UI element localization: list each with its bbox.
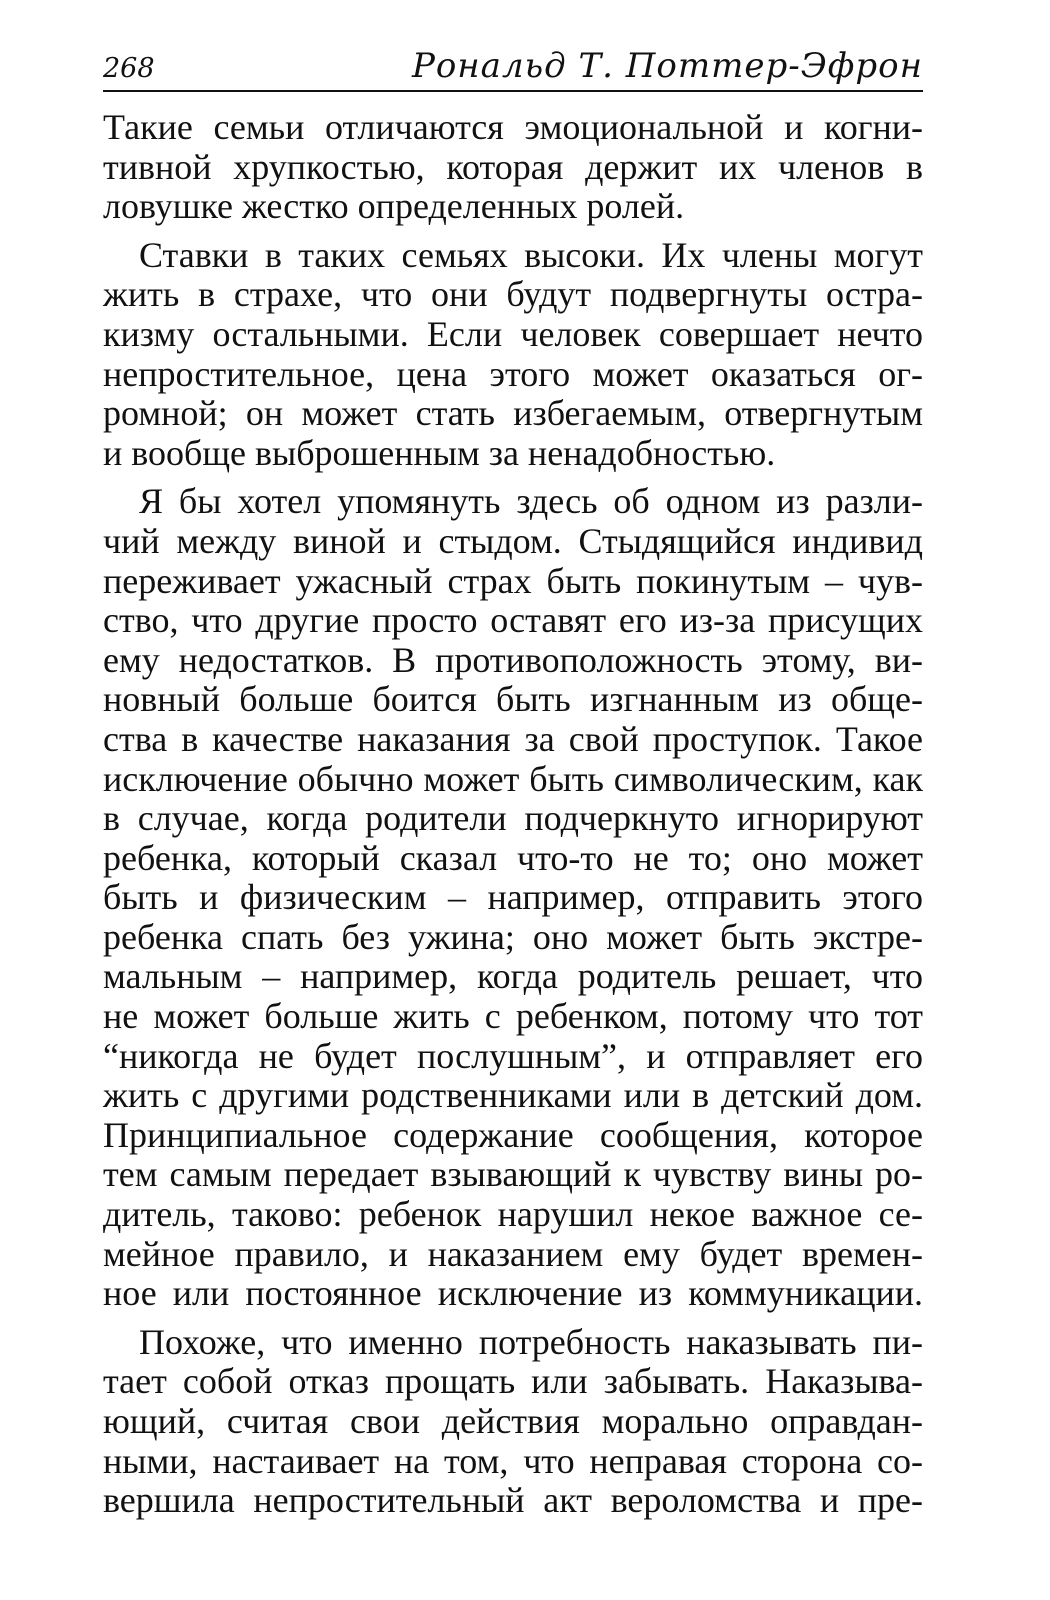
text-line: непростительное, цена этого может оказаться ог-	[103, 353, 923, 394]
running-title: Рональд Т. Поттер-Эфрон	[411, 46, 923, 86]
text-line: ему недостатков. В противоположность этому, ви-	[103, 639, 923, 680]
text-line: в случае, когда родители подчеркнуто игнорируют	[103, 798, 923, 839]
paragraph	[103, 1323, 923, 1521]
text-line: мейное правило, и наказанием ему будет времен-	[103, 1233, 923, 1274]
paragraph	[103, 108, 923, 227]
text-line: Я бы хотел упомянуть здесь об одном из разли-	[139, 481, 923, 522]
paragraph	[103, 236, 923, 474]
text-line: ства в качестве наказания за свой проступок. Такое	[103, 718, 923, 759]
text-line: Принципиальное содержание сообщения, которое	[103, 1114, 923, 1155]
text-line: Ставки в таких семьях высоки. Их члены могут	[139, 234, 923, 275]
text-line: вершила непростительный акт вероломства и пре-	[103, 1480, 923, 1521]
text-line: чий между виной и стыдом. Стыдящийся индивид	[103, 520, 923, 561]
text-line: ромной; он может стать избегаемым, отвергнутым	[103, 393, 923, 434]
text-line: ными, настаивает на том, что неправая сторона со-	[103, 1440, 923, 1481]
text-line: тем самым передает взывающий к чувству вины ро-	[103, 1154, 923, 1195]
text-line: новный больше боится быть изгнанным из обще-	[103, 679, 923, 720]
text-line: мальным – например, когда родитель решает, что	[103, 956, 923, 997]
body-text	[103, 108, 923, 1521]
text-line: быть и физическим – например, отправить этого	[103, 877, 923, 918]
paragraph	[103, 482, 923, 1313]
page-number: 268	[103, 53, 155, 84]
text-line: Похоже, что именно потребность наказывать пи-	[139, 1321, 923, 1362]
text-line: “никогда не будет послушным”, и отправляет его	[103, 1035, 923, 1076]
text-line: тает собой отказ прощать или забывать. Наказыва-	[103, 1361, 923, 1402]
text-line: дитель, таково: ребенок нарушил некое важное се-	[103, 1194, 923, 1235]
text-line: не может больше жить с ребенком, потому что тот	[103, 996, 923, 1037]
text-line: исключение обычно может быть символическим, как	[103, 758, 923, 799]
text-line: тивной хрупкостью, которая держит их членов в	[103, 146, 923, 187]
text-line: ребенка, который сказал что-то не то; оно может	[103, 837, 923, 878]
text-line: ющий, считая свои действия морально оправдан-	[103, 1401, 923, 1441]
text-line: ное или постоянное исключение из коммуникации.	[103, 1273, 923, 1314]
text-line: Такие семьи отличаются эмоциональной и когни-	[103, 107, 923, 147]
text-line: ребенка спать без ужина; оно может быть экстре-	[103, 916, 923, 957]
text-line: и вообще выброшенным за ненадобностью.	[103, 432, 776, 473]
running-header	[103, 40, 923, 92]
text-line: жить с другими родственниками или в детский дом.	[103, 1075, 923, 1116]
text-line: кизму остальными. Если человек совершает нечто	[103, 313, 923, 354]
book-page	[103, 40, 923, 1530]
text-line: жить в страхе, что они будут подвергнуты остра-	[103, 274, 923, 315]
text-line: ловушке жестко определенных ролей.	[103, 186, 685, 227]
text-line: ство, что другие просто оставят его из-за присущих	[103, 600, 923, 641]
text-line: переживает ужасный страх быть покинутым – чув-	[103, 560, 923, 601]
